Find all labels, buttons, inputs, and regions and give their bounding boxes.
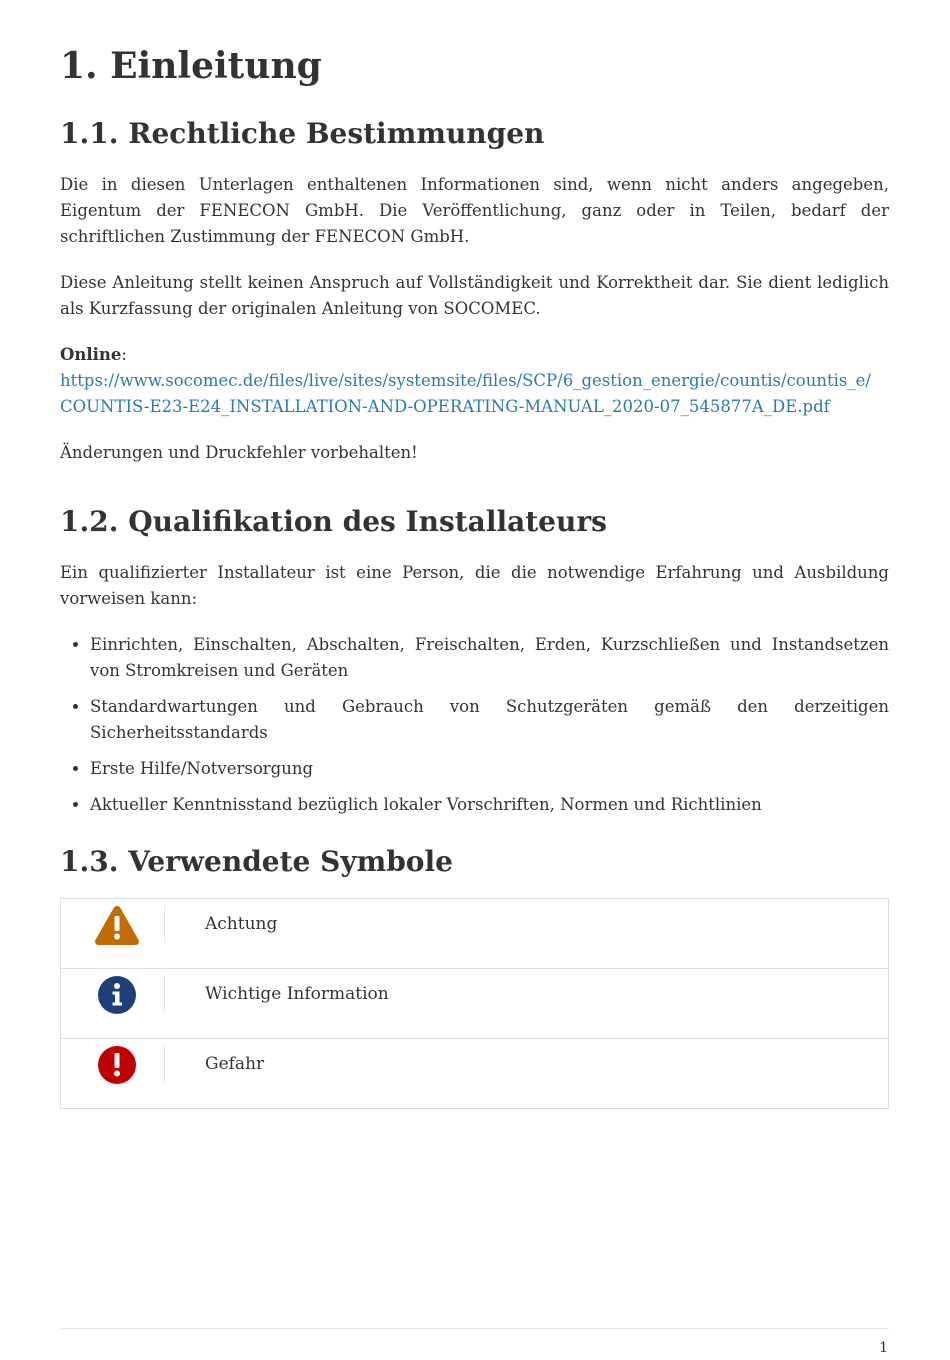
manual-link-line-1[interactable]: https://www.socomec.de/files/live/sites/systemsite/files/SCP/6_gestion_energie/countis/countis_e/	[60, 371, 871, 390]
legal-paragraph-2: Diese Anleitung stellt keinen Anspruch auf Vollständigkeit und Korrektheit dar. Sie dient lediglich als Kurzfassung der originalen Anleitung von SOCOMEC.	[60, 273, 889, 318]
list-item: • Aktueller Kenntnisstand bezüglich lokaler Vorschriften, Normen und Richtlinien	[90, 792, 889, 818]
qualification-intro: Ein qualifizierter Installateur ist eine Person, die die notwendige Erfahrung und Ausbildung vorweisen kann:	[60, 563, 889, 608]
online-paragraph	[60, 342, 889, 420]
symbol-label-danger: Gefahr	[205, 1054, 265, 1074]
document-page	[60, 0, 889, 1109]
errata-notice: Änderungen und Druckfehler vorbehalten!	[60, 443, 418, 462]
symbols-table	[60, 898, 889, 1109]
manual-link-line-2[interactable]: COUNTIS-E23-E24_INSTALLATION-AND-OPERATING-MANUAL_2020-07_545877A_DE.pdf	[60, 397, 830, 416]
page-number: 1	[879, 1340, 888, 1356]
symbol-label-info: Wichtige Information	[205, 984, 389, 1004]
qualification-list	[60, 632, 889, 818]
section-title-qualification: 1.2. Qualifikation des Installateurs	[60, 505, 607, 538]
online-label: Online	[60, 345, 122, 364]
list-item: • Einrichten, Einschalten, Abschalten, Freischalten, Erden, Kurzschließen und Instandsetzen von Stromkreisen und Geräten	[90, 632, 889, 684]
footer-divider	[60, 1328, 889, 1329]
online-colon: :	[121, 345, 127, 364]
manual-link[interactable]	[60, 371, 871, 416]
legal-paragraph-1: Die in diesen Unterlagen enthaltenen Informationen sind, wenn nicht anders angegeben, Eigentum der FENECON GmbH. Die Veröffentlichung, ganz oder in Teilen, bedarf der schriftlichen Zustimmung der FENECON GmbH.	[60, 175, 889, 246]
table-row	[61, 899, 889, 969]
list-item: • Standardwartungen und Gebrauch von Schutzgeräten gemäß den derzeitigen Sicherheitsstandards	[90, 694, 889, 746]
section-title-symbols: 1.3. Verwendete Symbole	[60, 845, 453, 878]
danger-circle-icon	[96, 1044, 138, 1086]
table-row	[61, 1039, 889, 1109]
page-title: 1. Einleitung	[60, 45, 322, 87]
list-item: • Erste Hilfe/Notversorgung	[90, 756, 889, 782]
info-circle-icon	[96, 974, 138, 1016]
table-row	[61, 969, 889, 1039]
warning-triangle-icon	[94, 904, 140, 946]
section-title-legal: 1.1. Rechtliche Bestimmungen	[60, 117, 545, 150]
symbol-label-warning: Achtung	[205, 914, 278, 934]
